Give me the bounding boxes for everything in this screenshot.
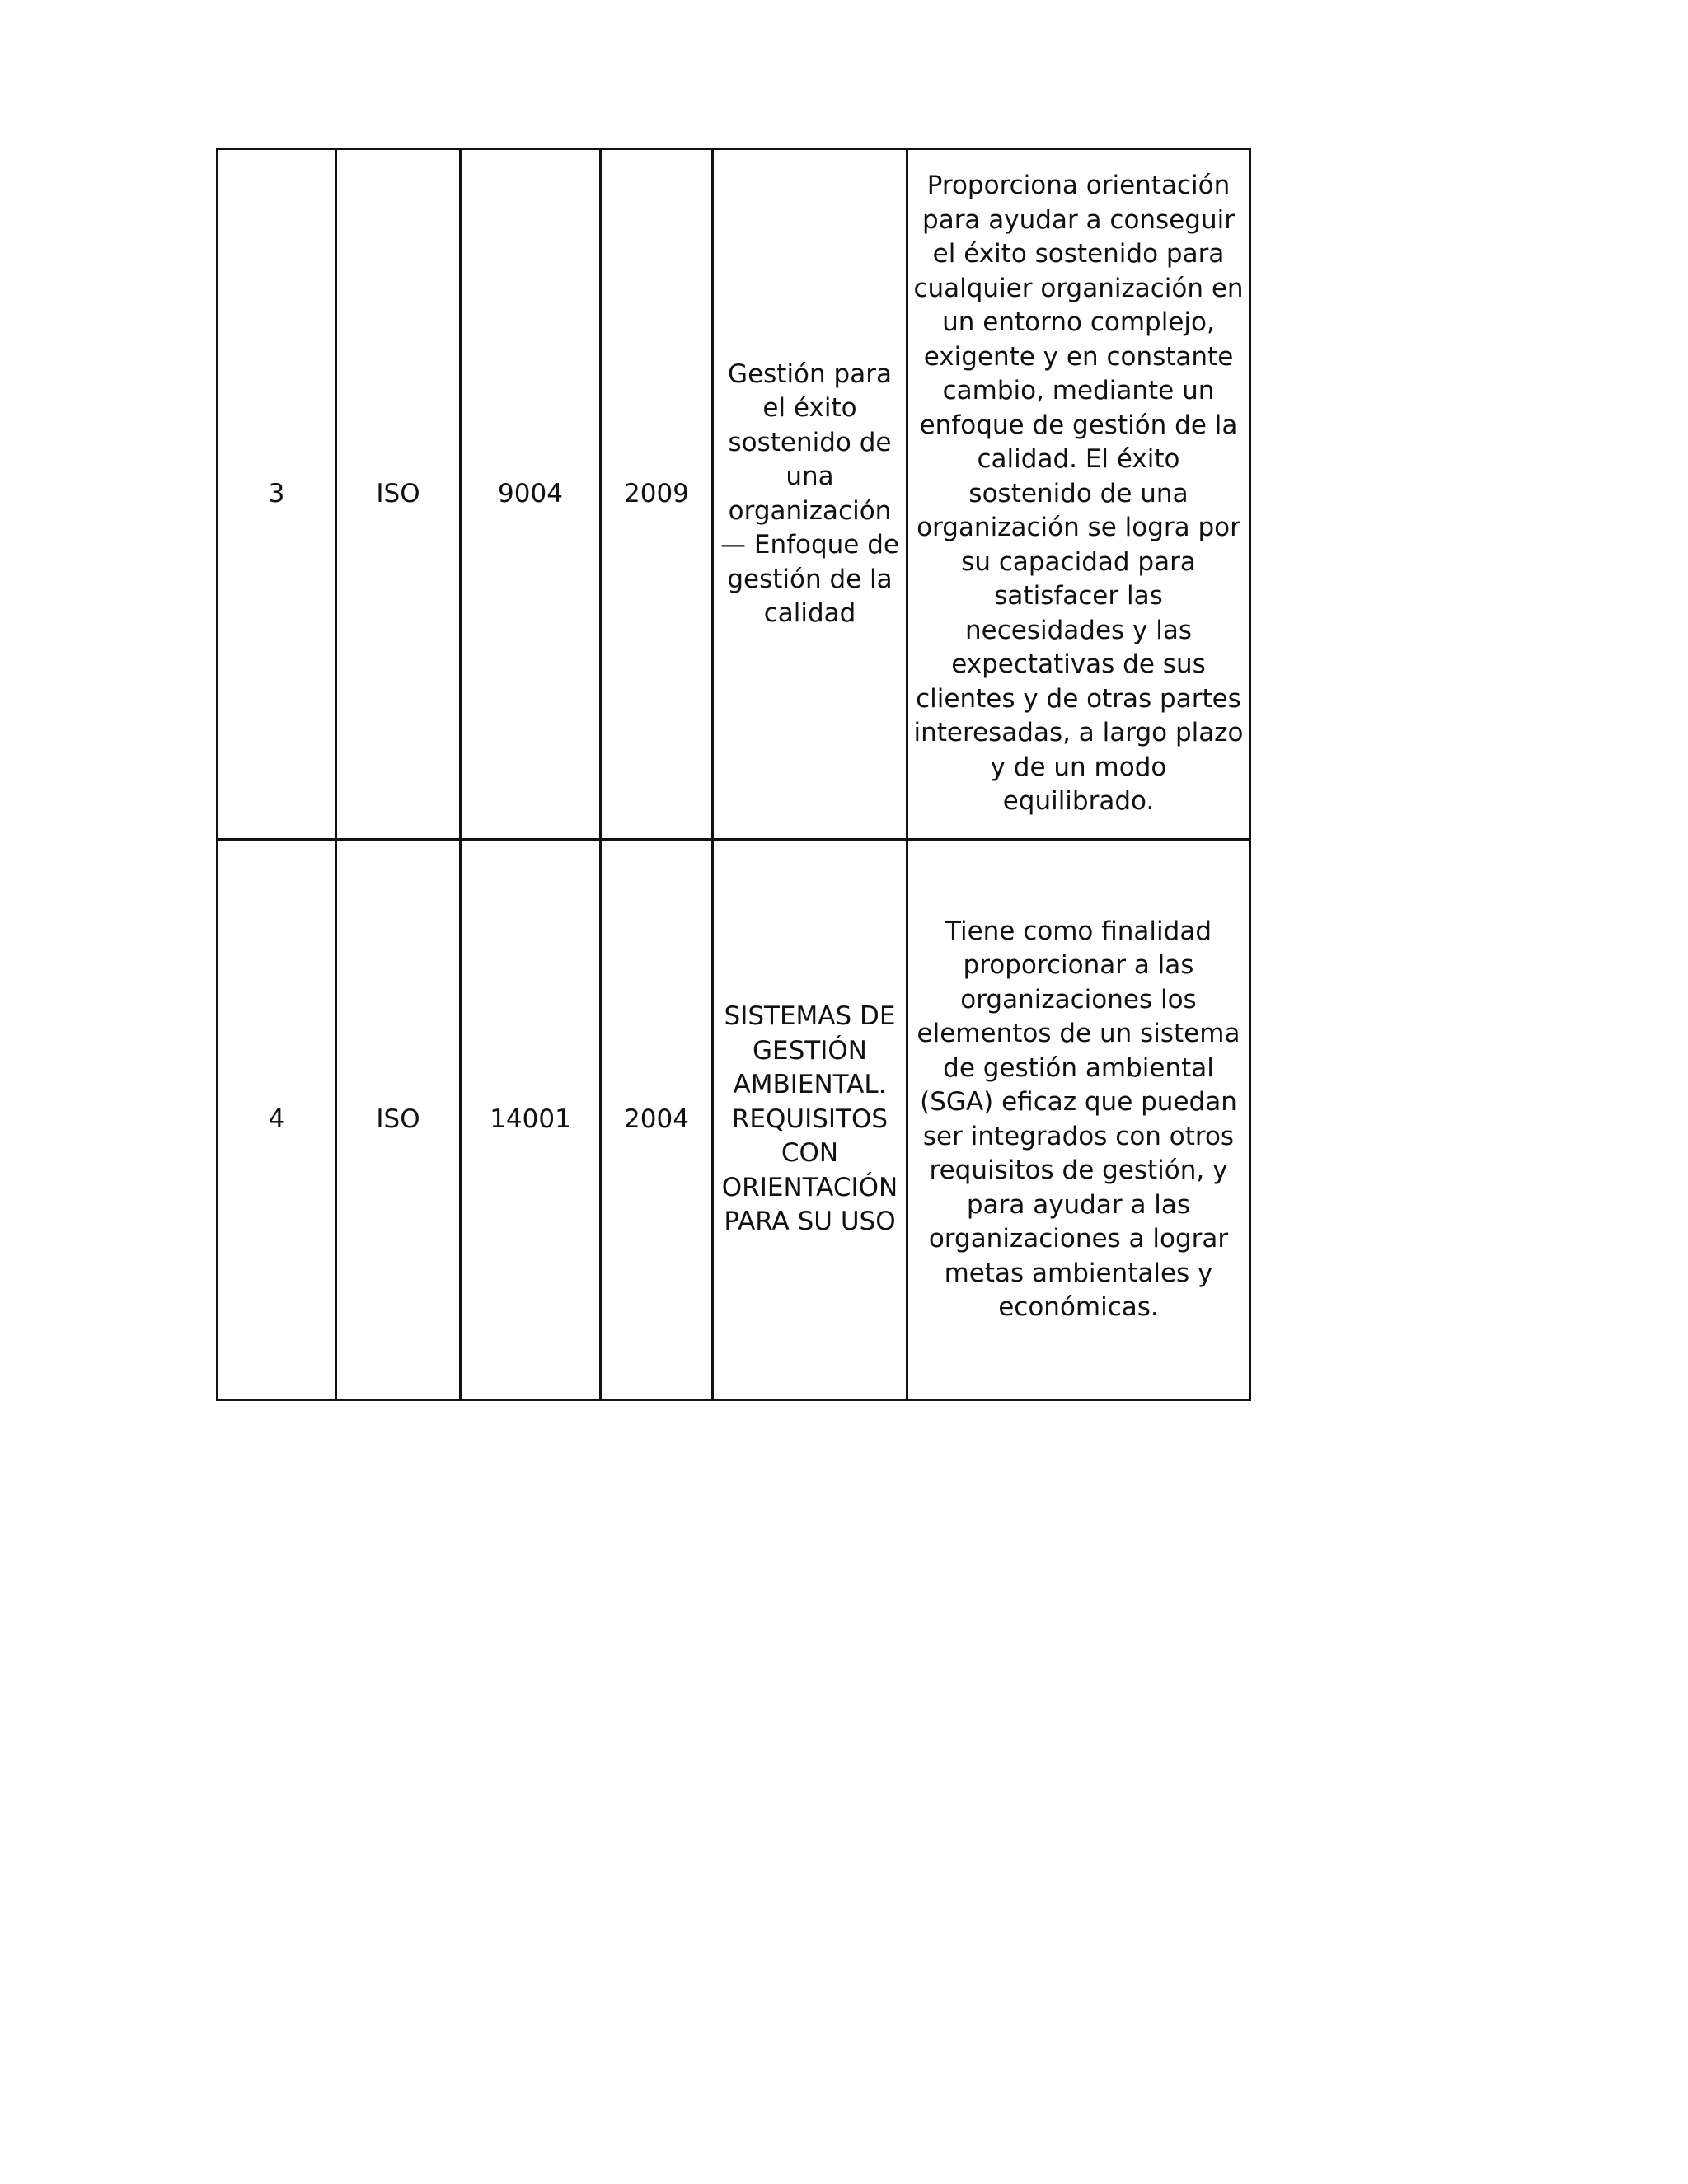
year-cell: 2004: [601, 840, 713, 1400]
standard-code-cell: 14001: [461, 840, 601, 1400]
year-cell: 2009: [601, 149, 713, 840]
organization-cell: ISO: [336, 840, 461, 1400]
row-number-cell: 3: [218, 149, 336, 840]
table-row: [218, 149, 1250, 840]
row-number-cell: 4: [218, 840, 336, 1400]
table-row: [218, 840, 1250, 1400]
standards-table: [216, 148, 1251, 1401]
description-cell: Tiene como finalidad proporcionar a las organizaciones los elementos de un sistema de gestión ambiental (SGA) eficaz que puedan ser integrados con otros requisitos de gestión, y para ayudar a las organizaciones a lograr metas ambientales y económicas.: [907, 840, 1250, 1400]
organization-cell: ISO: [336, 149, 461, 840]
standard-title-cell: SISTEMAS DE GESTIÓN AMBIENTAL. REQUISITOS CON ORIENTACIÓN PARA SU USO: [713, 840, 907, 1400]
description-cell: Proporciona orientación para ayudar a conseguir el éxito sostenido para cualquier organización en un entorno complejo, exigente y en constante cambio, mediante un enfoque de gestión de la calidad. El éxito sostenido de una organización se logra por su capacidad para satisfacer las necesidades y las expectativas de sus clientes y de otras partes interesadas, a largo plazo y de un modo equilibrado.: [907, 149, 1250, 840]
standard-title-cell: Gestión para el éxito sostenido de una organización — Enfoque de gestión de la calidad: [713, 149, 907, 840]
standard-code-cell: 9004: [461, 149, 601, 840]
